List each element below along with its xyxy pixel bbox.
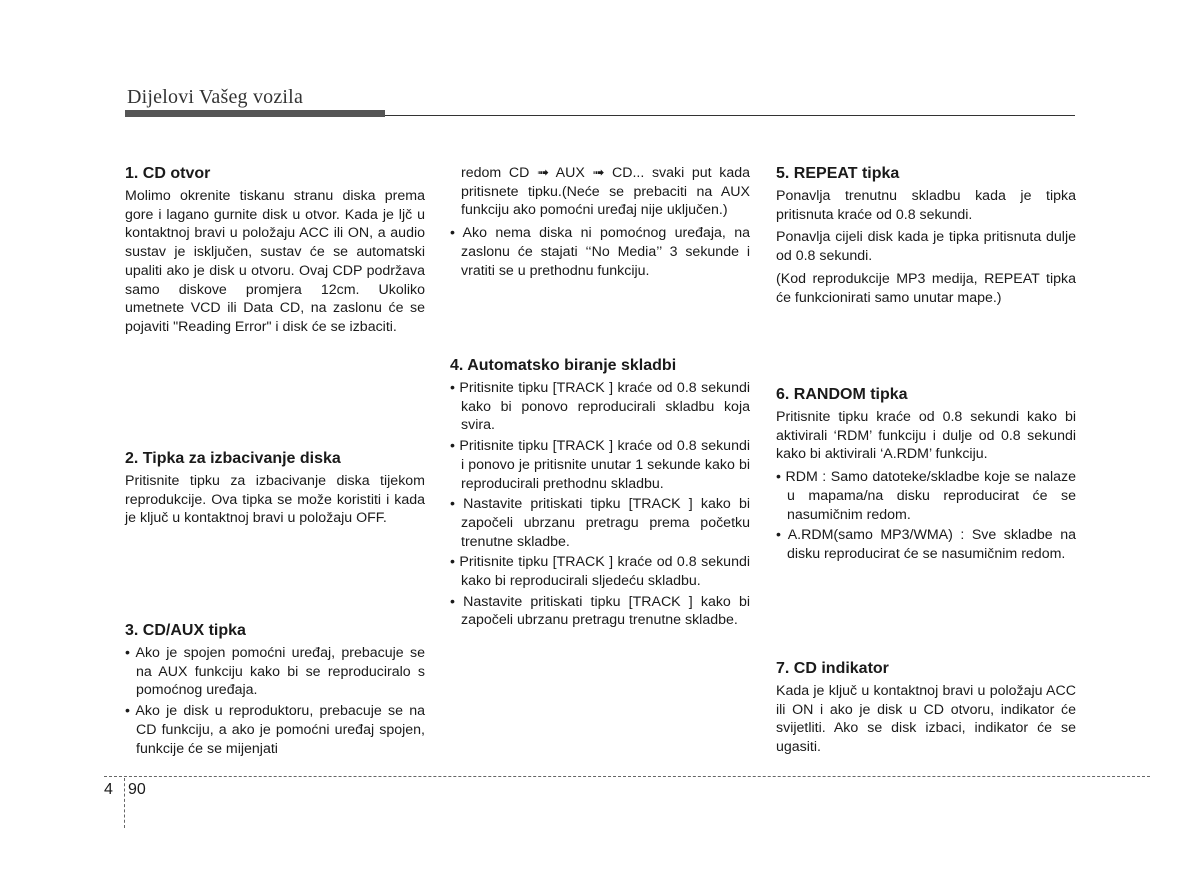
bullet-item: • RDM : Samo datoteke/skladbe koje se nalaze u mapama/na disku reproducirat će se nasumičnim redom. — [776, 469, 1076, 523]
section-body: Pritisnite tipku za izbacivanje diska tijekom reprodukcije. Ova tipka se može koristiti i kada je ključ u kontaktnoj bravi u položaju OFF. — [125, 473, 425, 527]
bullet-item: • Nastavite pritiskati tipku [TRACK ] kako bi započeli ubrzanu pretragu prema početku trenutne skladbe. — [450, 496, 750, 550]
footer-dashed-divider — [124, 778, 125, 828]
section-title: 6. RANDOM tipka — [776, 386, 908, 403]
section-eject-button — [125, 449, 425, 532]
section-cd-indicator — [776, 659, 1076, 761]
chapter-number: 4 — [104, 781, 113, 798]
page-number: 90 — [128, 781, 146, 798]
bullet-item: • Pritisnite tipku [TRACK ] kraće od 0.8 sekundi kako bi reproducirali sljedeću skladbu. — [450, 554, 750, 590]
header-title: Dijelovi Vašeg vozila — [127, 86, 304, 108]
bullet-item: • Nastavite pritiskati tipku [TRACK ] kako bi započeli ubrzanu pretragu trenutne skladbe. — [450, 593, 750, 629]
section-title: 7. CD indikator — [776, 660, 889, 677]
section-track-select — [450, 356, 750, 632]
section-body: Kada je ključ u kontaktnoj bravi u položaju ACC ili ON i ako je disk u CD otvoru, indikator će svijetliti. Ako se disk izbaci, indikator će se ugasiti. — [776, 683, 1076, 756]
bullet-item: • Ako nema diska ni pomoćnog uređaja, na zaslonu će stajati ‘‘No Media’’ 3 sekunde i vratiti se u prethodnu funkciju. — [450, 225, 750, 279]
continued-text: redom CD ➟ AUX ➟ CD... svaki put kada pritisnete tipku.(Neće se prebaciti na AUX funkciju ako pomoćni uređaj nije uključen.) — [461, 165, 750, 219]
section-body: Ponavlja cijeli disk kada je tipka pritisnuta dulje od 0.8 sekundi. — [776, 229, 1076, 265]
bullet-item: • Ako je disk u reproduktoru, prebacuje se na CD funkciju, a ako je pomoćni uređaj spojen, funkcije će se mijenjati — [125, 703, 425, 757]
bullet-item: • Pritisnite tipku [TRACK ] kraće od 0.8 sekundi kako bi ponovo reproducirali skladbu koja svira. — [450, 380, 750, 434]
section-title: 3. CD/AUX tipka — [125, 622, 246, 639]
section-random-button — [776, 385, 1076, 566]
section-title: 5. REPEAT tipka — [776, 165, 900, 182]
header-rule-bar — [125, 110, 385, 117]
section-title: 2. Tipka za izbacivanje diska — [125, 450, 341, 467]
section-repeat-button — [776, 164, 1076, 311]
section-title: 4. Automatsko biranje skladbi — [450, 357, 677, 374]
bullet-item: • A.RDM(samo MP3/WMA) : Sve skladbe na disku reproducirat će se nasumičnim redom. — [776, 527, 1076, 562]
header-rule-line — [385, 115, 1075, 116]
bullet-item: • Pritisnite tipku [TRACK ] kraće od 0.8 sekundi i ponovo je pritisnite unutar 1 sekunde kako bi reproducirali prethodnu skladbu. — [450, 438, 750, 492]
footer-dashed-rule — [104, 776, 1150, 777]
section-cd-aux-continued — [450, 164, 750, 282]
bullet-item: • Ako je spojen pomoćni uređaj, prebacuje se na AUX funkciju kako bi se reproduciralo s pomoćnog uređaja. — [125, 645, 425, 699]
section-body: Pritisnite tipku kraće od 0.8 sekundi kako bi aktivirali ‘RDM’ funkciju i dulje od 0.8 sekundi kako bi aktivirali ‘A.RDM’ funkciju. — [776, 409, 1076, 463]
section-body: Ponavlja trenutnu skladbu kada je tipka pritisnuta kraće od 0.8 sekundi. — [776, 188, 1076, 223]
section-body: (Kod reprodukcije MP3 medija, REPEAT tipka će funkcionirati samo unutar mape.) — [776, 270, 1076, 306]
section-body: Molimo okrenite tiskanu stranu diska prema gore i lagano gurnite disk u otvor. Kada je ljč u kontaktnoj bravi u položaju ACC ili ON, a audio sustav je isključen, sustav će se automatski upaliti ako je disk u otvoru. Ovaj CDP podržava samo diskove promjera 12cm. Ukoliko umetnete VCD ili Data CD, na zaslonu će se pojaviti "Reading Error" i disk će se izbaciti. — [125, 188, 425, 335]
section-title: 1. CD otvor — [125, 165, 211, 182]
section-cd-slot — [125, 164, 425, 341]
section-cd-aux-button — [125, 621, 425, 760]
